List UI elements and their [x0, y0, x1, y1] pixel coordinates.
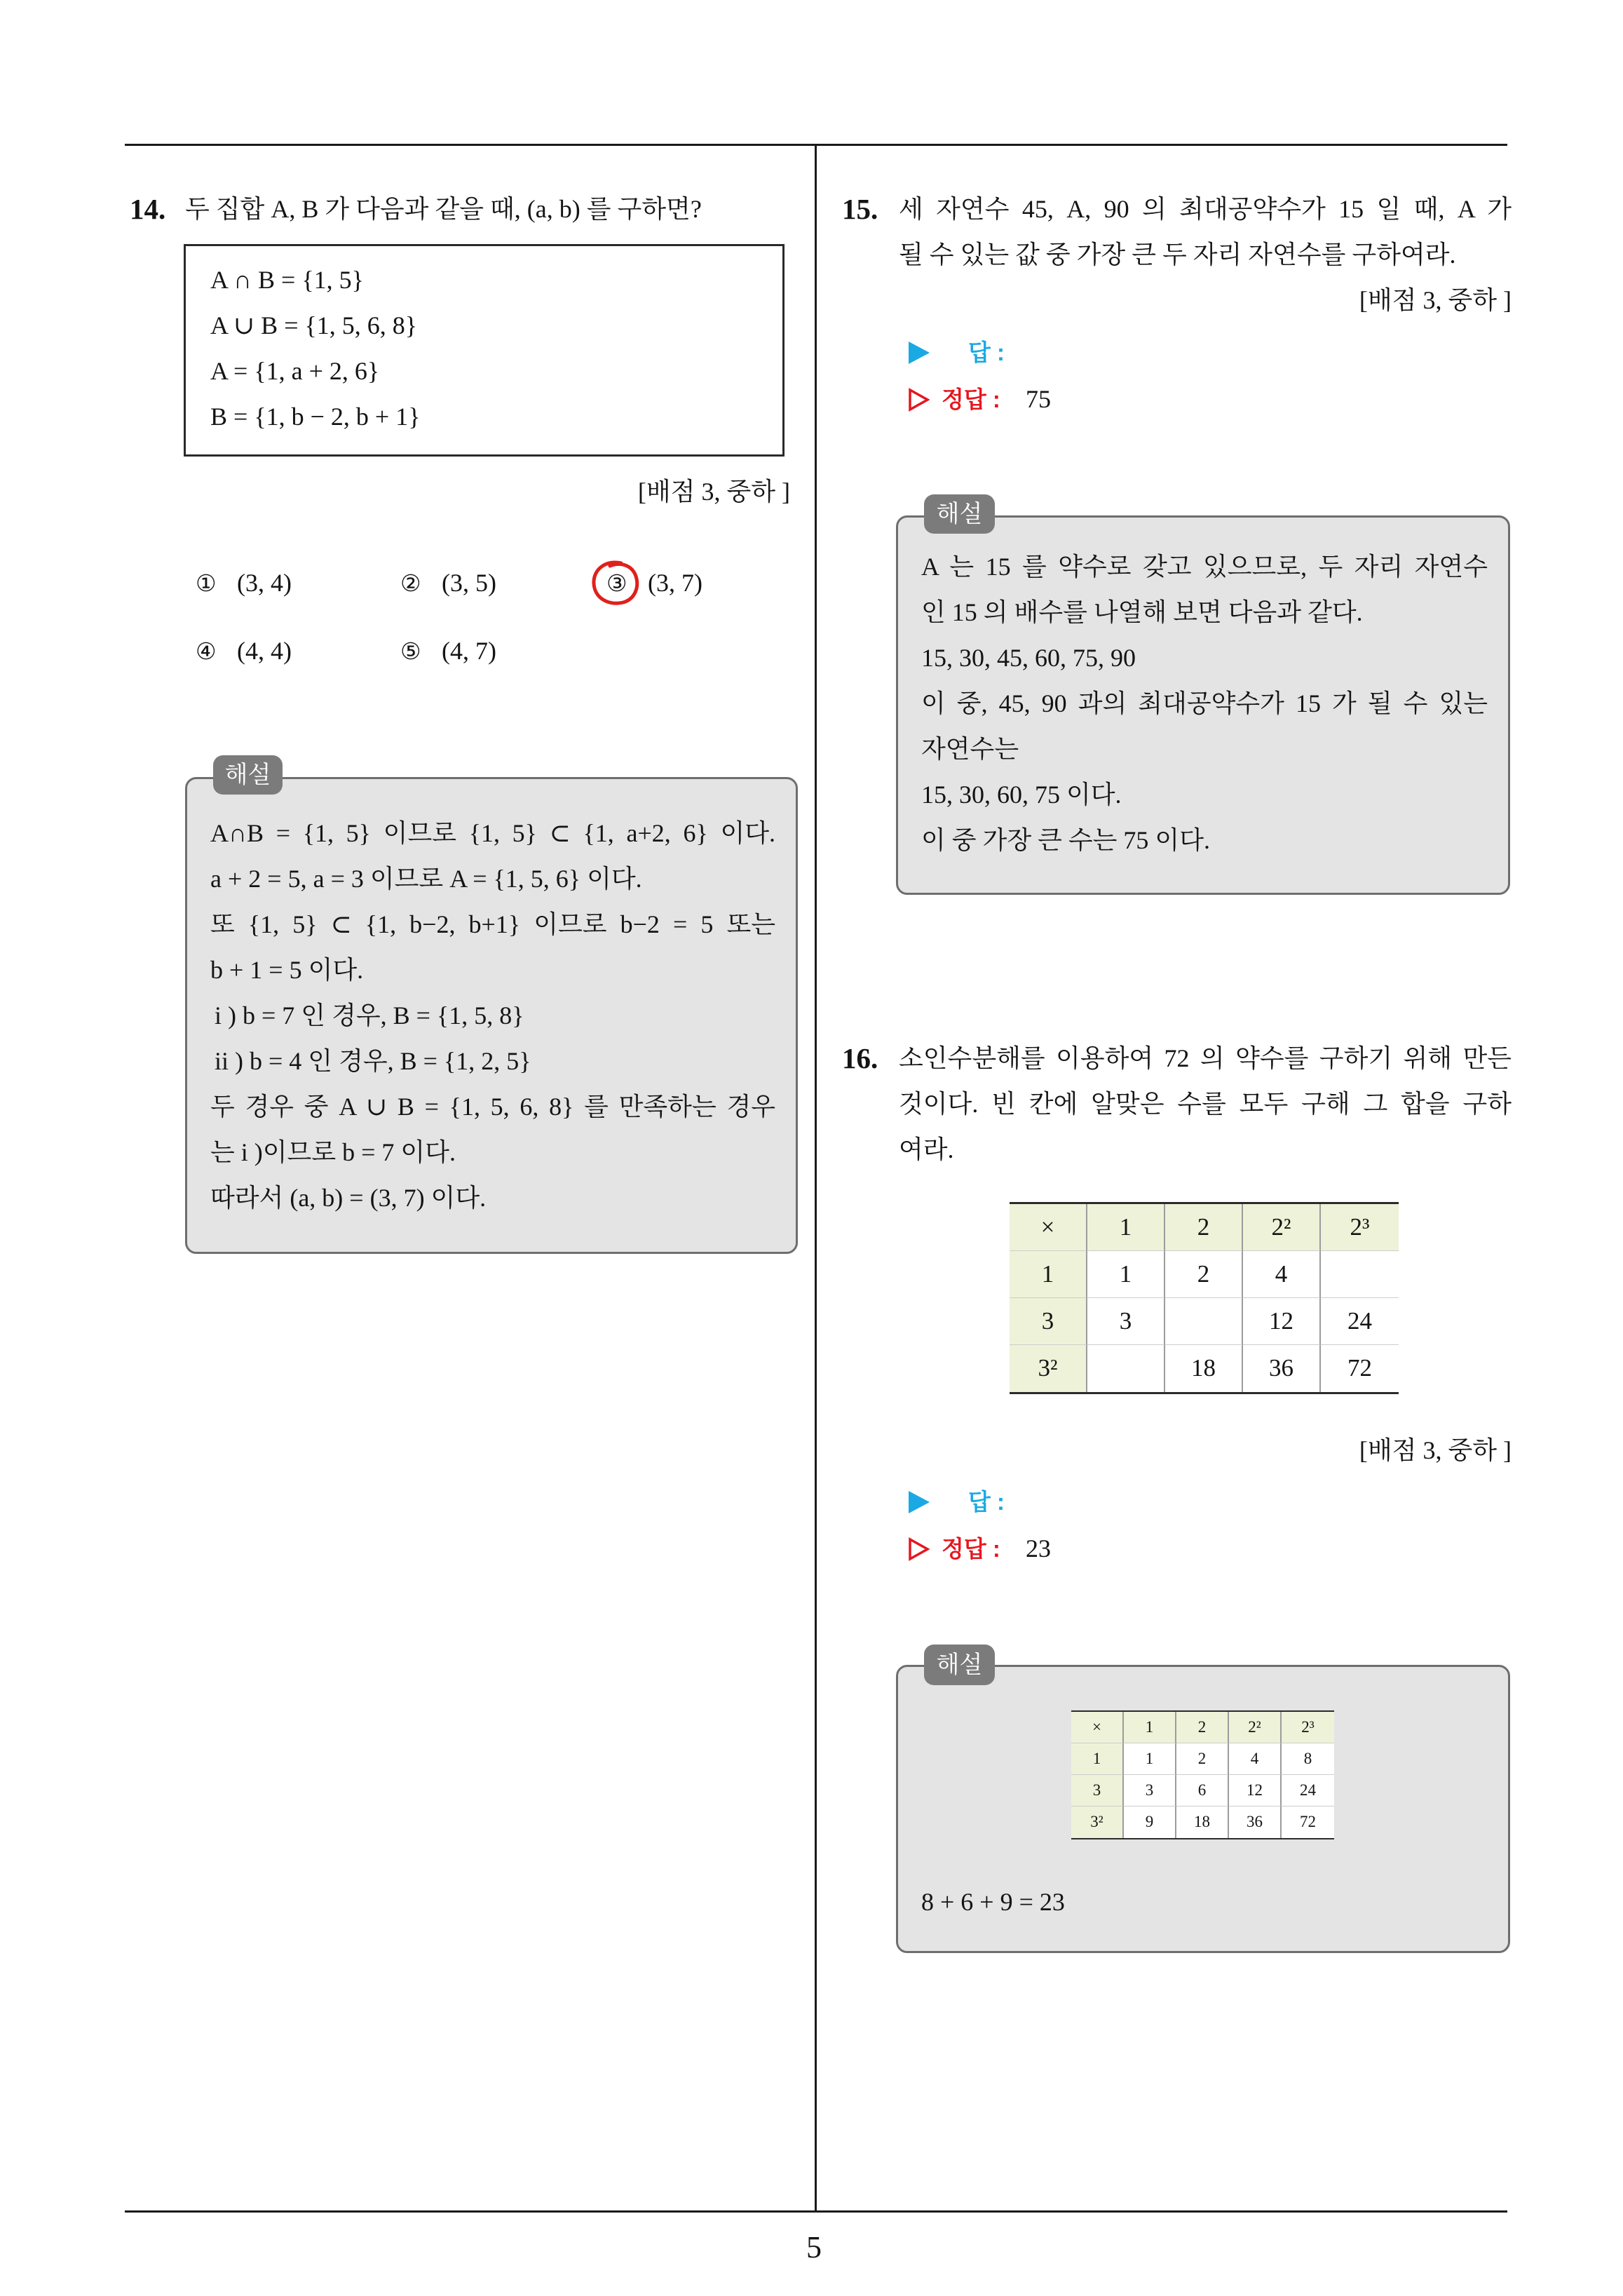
explanation-tab: 해설	[213, 755, 283, 795]
table-cell: 6	[1176, 1775, 1229, 1807]
table-header-cell: 2³	[1321, 1204, 1399, 1251]
table-row-header-cell: 3²	[1010, 1345, 1087, 1392]
choice-number: ④	[196, 637, 217, 665]
outline-triangle-icon	[908, 1537, 930, 1561]
explanation-line: A 는 15 를 약수로 갖고 있으므로, 두 자리 자연수	[921, 553, 1488, 581]
choice-number-text: ③	[606, 569, 627, 597]
explanation-line: 는 i )이므로 b = 7 이다.	[210, 1138, 456, 1166]
choice-number: ①	[196, 569, 217, 597]
prompt-line: 세 자연수 45, A, 90 의 최대공약수가 15 일 때, A 가	[899, 195, 1512, 223]
table-header-cell: 1	[1087, 1204, 1165, 1251]
explanation-line: i ) b = 7 인 경우, B = {1, 5, 8}	[215, 1001, 524, 1029]
table-row-header-cell: 3²	[1071, 1807, 1124, 1838]
question-prompt	[185, 187, 798, 232]
page-number: 5	[806, 2230, 822, 2264]
table-cell: 1	[1087, 1251, 1165, 1298]
explanation-line: b + 1 = 5 이다.	[210, 956, 364, 984]
filled-triangle-icon	[908, 341, 930, 365]
table-cell: 18	[1165, 1345, 1243, 1392]
prompt-line: 것이다. 빈 칸에 알맞은 수를 모두 구해 그 합을 구하	[899, 1090, 1512, 1118]
answer-label: 답 :	[968, 1489, 1005, 1515]
explanation-line: 15, 30, 60, 75 이다.	[921, 781, 1122, 809]
correct-answer-value: 75	[1026, 385, 1051, 413]
choice-value: (3, 4)	[237, 569, 292, 597]
table-header-cell: 2	[1176, 1712, 1229, 1743]
table-cell: 18	[1176, 1807, 1229, 1838]
choice-value: (4, 7)	[442, 637, 496, 665]
choice-number: ②	[400, 569, 421, 597]
explanation-box	[896, 1665, 1510, 1953]
correct-answer-row	[908, 377, 1202, 422]
table-header-cell: ×	[1071, 1712, 1124, 1743]
table-cell: 36	[1229, 1807, 1282, 1838]
score-label: [배점 3, 중하 ]	[1359, 286, 1512, 314]
correct-answer-row	[908, 1526, 1202, 1572]
outline-triangle-icon	[908, 388, 930, 412]
table-header-cell: 2²	[1243, 1204, 1321, 1251]
choice-5	[400, 628, 496, 674]
explanation-divisor-table	[1071, 1710, 1334, 1839]
table-header-cell: 2²	[1229, 1712, 1282, 1743]
explanation-line: 이 중 가장 큰 수는 75 이다.	[921, 826, 1210, 854]
choice-value: (4, 4)	[237, 637, 292, 665]
table-cell: 24	[1321, 1298, 1399, 1345]
table-row-header-cell: 1	[1010, 1251, 1087, 1298]
explanation-line: A∩B = {1, 5} 이므로 {1, 5} ⊂ {1, a+2, 6} 이다.	[210, 819, 775, 847]
explanation-line: 8 + 6 + 9 = 23	[921, 1888, 1065, 1916]
explanation-box	[896, 515, 1510, 895]
explanation-line: 두 경우 중 A ∪ B = {1, 5, 6, 8} 를 만족하는 경우	[210, 1093, 775, 1121]
correct-answer-label: 정답 :	[942, 1536, 1000, 1562]
table-cell: 9	[1124, 1807, 1176, 1838]
choice-value: (3, 7)	[648, 569, 702, 597]
correct-answer-label: 정답 :	[942, 386, 1000, 412]
table-header-cell: ×	[1010, 1204, 1087, 1251]
answer-label: 답 :	[968, 339, 1005, 365]
table-cell: 4	[1243, 1251, 1321, 1298]
question-prompt	[899, 187, 1512, 278]
answer-row	[908, 1479, 1202, 1525]
table-row-header-cell: 3	[1071, 1775, 1124, 1807]
answer-row	[908, 330, 1202, 375]
prompt-line: 두 집합 A, B 가 다음과 같을 때, (a, b) 를 구하면?	[185, 195, 702, 223]
score-label: [배점 3, 중하 ]	[1359, 1436, 1512, 1464]
correct-answer-value: 23	[1026, 1534, 1051, 1562]
table-cell: 3	[1124, 1775, 1176, 1807]
table-header-cell: 2	[1165, 1204, 1243, 1251]
table-cell: 1	[1124, 1743, 1176, 1775]
explanation-line: 따라서 (a, b) = (3, 7) 이다.	[210, 1184, 487, 1212]
prompt-line: 여라.	[899, 1135, 954, 1163]
table-cell: 72	[1347, 1354, 1372, 1382]
explanation-line: 인 15 의 배수를 나열해 보면 다음과 같다.	[921, 598, 1363, 626]
choice-value: (3, 5)	[442, 569, 496, 597]
question-prompt	[899, 1036, 1512, 1173]
table-header-cell: 1	[1124, 1712, 1176, 1743]
explanation-line: ii ) b = 4 인 경우, B = {1, 2, 5}	[215, 1047, 531, 1075]
table-cell: 72	[1300, 1813, 1316, 1830]
table-cell: 8	[1282, 1743, 1334, 1775]
given-line: A ∪ B = {1, 5, 6, 8}	[210, 311, 418, 339]
explanation-line: 또 {1, 5} ⊂ {1, b−2, b+1} 이므로 b−2 = 5 또는	[210, 910, 775, 938]
table-cell: 12	[1229, 1775, 1282, 1807]
choice-4	[196, 628, 292, 674]
table-cell: 4	[1229, 1743, 1282, 1775]
filled-triangle-icon	[908, 1490, 930, 1514]
table-cell-blank	[1165, 1298, 1243, 1345]
explanation-tab: 해설	[924, 1645, 995, 1685]
given-conditions-box	[184, 244, 785, 457]
divisor-table	[1010, 1202, 1399, 1394]
explanation-line: 자연수는	[921, 735, 1019, 763]
choice-1	[196, 560, 292, 606]
explanation-line: 15, 30, 45, 60, 75, 90	[921, 644, 1136, 672]
table-cell: 12	[1243, 1298, 1321, 1345]
table-cell: 3	[1087, 1298, 1165, 1345]
table-cell: 2	[1176, 1743, 1229, 1775]
prompt-line: 소인수분해를 이용하여 72 의 약수를 구하기 위해 만든	[899, 1044, 1512, 1072]
explanation-box	[185, 777, 798, 1254]
explanation-line: a + 2 = 5, a = 3 이므로 A = {1, 5, 6} 이다.	[210, 865, 642, 893]
choice-number: ⑤	[400, 637, 421, 665]
explanation-line: 이 중, 45, 90 과의 최대공약수가 15 가 될 수 있는	[921, 689, 1488, 717]
explanation-tab: 해설	[924, 494, 995, 534]
table-cell: 36	[1243, 1345, 1321, 1392]
table-cell: 2	[1165, 1251, 1243, 1298]
prompt-line: 될 수 있는 값 중 가장 큰 두 자리 자연수를 구하여라.	[899, 241, 1456, 269]
score-label: [배점 3, 중하 ]	[637, 478, 790, 506]
given-line: A = {1, a + 2, 6}	[210, 357, 380, 385]
question-number: 16.	[842, 1042, 878, 1074]
table-cell: 24	[1282, 1775, 1334, 1807]
question-number: 15.	[842, 193, 878, 225]
table-row-header-cell: 3	[1010, 1298, 1087, 1345]
choice-number	[606, 560, 636, 606]
choice-2	[400, 560, 496, 606]
table-header-cell: 2³	[1282, 1712, 1334, 1743]
table-row-header-cell: 1	[1071, 1743, 1124, 1775]
bottom-rule	[125, 2210, 1507, 2213]
column-divider	[815, 144, 817, 2211]
question-number: 14.	[130, 193, 166, 225]
given-line: A ∩ B = {1, 5}	[210, 266, 364, 294]
table-cell-blank	[1321, 1251, 1399, 1298]
choice-3	[606, 560, 702, 606]
given-line: B = {1, b − 2, b + 1}	[210, 403, 421, 431]
table-cell-blank	[1087, 1345, 1165, 1392]
